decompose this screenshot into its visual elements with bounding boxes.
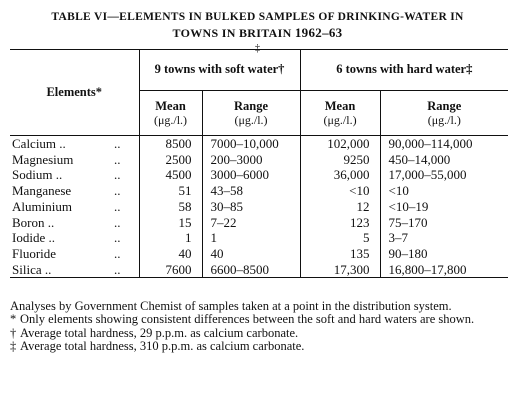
hard-range-cell: <10–19 bbox=[380, 199, 508, 215]
element-name: Manganese bbox=[12, 183, 72, 199]
element-name-cell bbox=[10, 199, 139, 215]
soft-range-cell: 43–58 bbox=[202, 183, 300, 199]
table-row bbox=[10, 215, 508, 231]
leader-dots: .. bbox=[114, 151, 121, 167]
hard-range-cell: <10 bbox=[380, 183, 508, 199]
table-row bbox=[10, 183, 508, 199]
hard-mean-cell: 123 bbox=[300, 215, 380, 231]
soft-mean-cell: 15 bbox=[139, 215, 202, 231]
title-line-2-prefix: TOWNS IN BRITAIN bbox=[172, 26, 292, 40]
soft-water-group-header: 9 towns with soft water† bbox=[139, 49, 300, 91]
soft-range-cell: 200–3000 bbox=[202, 152, 300, 168]
hard-range-unit: (μg./l.) bbox=[427, 113, 461, 127]
hard-range-cell: 90–180 bbox=[380, 246, 508, 262]
leader-dots: .. bbox=[114, 214, 121, 230]
hard-mean-unit: (μg./l.) bbox=[323, 113, 357, 127]
hard-mean-cell: 135 bbox=[300, 246, 380, 262]
table-row bbox=[10, 152, 508, 168]
table-row bbox=[10, 230, 508, 246]
leader-dots: .. bbox=[114, 245, 121, 261]
soft-range-cell: 7–22 bbox=[202, 215, 300, 231]
leader-dots: .. bbox=[114, 183, 121, 199]
table-title bbox=[0, 10, 515, 41]
title-line-2 bbox=[0, 25, 515, 41]
soft-range-cell: 6600–8500 bbox=[202, 262, 300, 278]
soft-range-unit: (μg./l.) bbox=[234, 113, 268, 127]
table-row bbox=[10, 246, 508, 262]
hard-mean-cell: 9250 bbox=[300, 152, 380, 168]
hard-range-label: Range bbox=[427, 99, 462, 113]
element-name-cell bbox=[10, 246, 139, 262]
element-name-cell bbox=[10, 262, 139, 278]
hard-mean-cell: 17,300 bbox=[300, 262, 380, 278]
table-row bbox=[10, 262, 508, 278]
element-name-cell bbox=[10, 152, 139, 168]
dagger-footnote bbox=[10, 327, 510, 340]
title-line-1: TABLE VI—ELEMENTS IN BULKED SAMPLES OF DRINKING-WATER IN bbox=[51, 11, 464, 23]
element-name-cell bbox=[10, 215, 139, 231]
analyses-note: Analyses by Government Chemist of samples taken at a point in the distribution system. bbox=[10, 299, 452, 313]
hard-range-cell: 75–170 bbox=[380, 215, 508, 231]
element-name: Sodium .. bbox=[12, 167, 63, 183]
hard-range-header bbox=[380, 91, 508, 136]
soft-mean-cell: 58 bbox=[139, 199, 202, 215]
soft-range-cell: 1 bbox=[202, 230, 300, 246]
table-body bbox=[10, 136, 508, 278]
soft-range-label: Range bbox=[233, 99, 269, 113]
leader-dots: .. bbox=[114, 136, 121, 151]
soft-range-cell: 40 bbox=[202, 246, 300, 262]
element-name-cell bbox=[10, 183, 139, 199]
element-name-cell bbox=[10, 136, 139, 152]
elements-column-header: Elements* bbox=[10, 49, 139, 136]
hard-mean-cell: <10 bbox=[300, 183, 380, 199]
hard-range-cell: 17,000–55,000 bbox=[380, 167, 508, 183]
element-name: Silica .. bbox=[12, 261, 52, 277]
soft-mean-header bbox=[139, 91, 202, 136]
soft-mean-cell: 40 bbox=[139, 246, 202, 262]
hard-mean-cell: 5 bbox=[300, 230, 380, 246]
hard-mean-cell: 12 bbox=[300, 199, 380, 215]
hard-mean-cell: 102,000 bbox=[300, 136, 380, 152]
title-years: 1962–63 bbox=[294, 25, 343, 40]
soft-mean-cell: 1 bbox=[139, 230, 202, 246]
element-name: Aluminium bbox=[12, 198, 72, 214]
double-dagger-footnote bbox=[10, 340, 510, 353]
hard-mean-label: Mean bbox=[324, 99, 356, 113]
table-row bbox=[10, 199, 508, 215]
hard-range-cell: 3–7 bbox=[380, 230, 508, 246]
double-dagger-symbol: ‡ bbox=[10, 338, 17, 353]
star-note-text: Only elements showing consistent differences between the soft and hard waters are shown. bbox=[20, 312, 475, 327]
element-name: Calcium .. bbox=[12, 136, 66, 151]
dagger-symbol: † bbox=[10, 325, 17, 340]
soft-mean-unit: (μg./l.) bbox=[153, 113, 188, 127]
table-footnotes bbox=[10, 300, 510, 353]
table-row bbox=[10, 136, 508, 152]
soft-range-cell: 3000–6000 bbox=[202, 167, 300, 183]
leader-dots: .. bbox=[114, 198, 121, 214]
element-name: Iodide .. bbox=[12, 230, 55, 246]
hard-range-cell: 16,800–17,800 bbox=[380, 262, 508, 278]
hard-range-cell: 450–14,000 bbox=[380, 152, 508, 168]
hard-water-group-header: 6 towns with hard water‡ bbox=[300, 49, 508, 91]
soft-mean-cell: 51 bbox=[139, 183, 202, 199]
soft-range-cell: 30–85 bbox=[202, 199, 300, 215]
star-footnote bbox=[10, 313, 510, 326]
leader-dots: .. bbox=[114, 261, 121, 277]
element-name: Boron .. bbox=[12, 214, 55, 230]
table-row bbox=[10, 167, 508, 183]
soft-mean-cell: 2500 bbox=[139, 152, 202, 168]
star-symbol: * bbox=[10, 312, 17, 327]
table-header-group-row bbox=[10, 49, 508, 91]
soft-mean-cell: 4500 bbox=[139, 167, 202, 183]
soft-mean-cell: 8500 bbox=[139, 136, 202, 152]
elements-table bbox=[10, 49, 508, 278]
soft-mean-label: Mean bbox=[155, 99, 186, 113]
header-dagger-mark: ‡ bbox=[255, 43, 260, 54]
soft-range-header bbox=[202, 91, 300, 136]
dagger-note-text: Average total hardness, 29 p.p.m. as calcium carbonate. bbox=[20, 325, 299, 340]
double-dagger-note-text: Average total hardness, 310 p.p.m. as calcium carbonate. bbox=[20, 338, 305, 353]
hard-mean-header bbox=[300, 91, 380, 136]
soft-range-cell: 7000–10,000 bbox=[202, 136, 300, 152]
element-name: Magnesium bbox=[12, 151, 74, 167]
element-name-cell bbox=[10, 230, 139, 246]
data-table-container bbox=[10, 49, 508, 278]
leader-dots: .. bbox=[114, 167, 121, 183]
hard-range-cell: 90,000–114,000 bbox=[380, 136, 508, 152]
element-name: Fluoride bbox=[12, 245, 57, 261]
soft-mean-cell: 7600 bbox=[139, 262, 202, 278]
leader-dots: .. bbox=[114, 230, 121, 246]
table-top-rule bbox=[10, 49, 508, 50]
element-name-cell bbox=[10, 167, 139, 183]
hard-mean-cell: 36,000 bbox=[300, 167, 380, 183]
